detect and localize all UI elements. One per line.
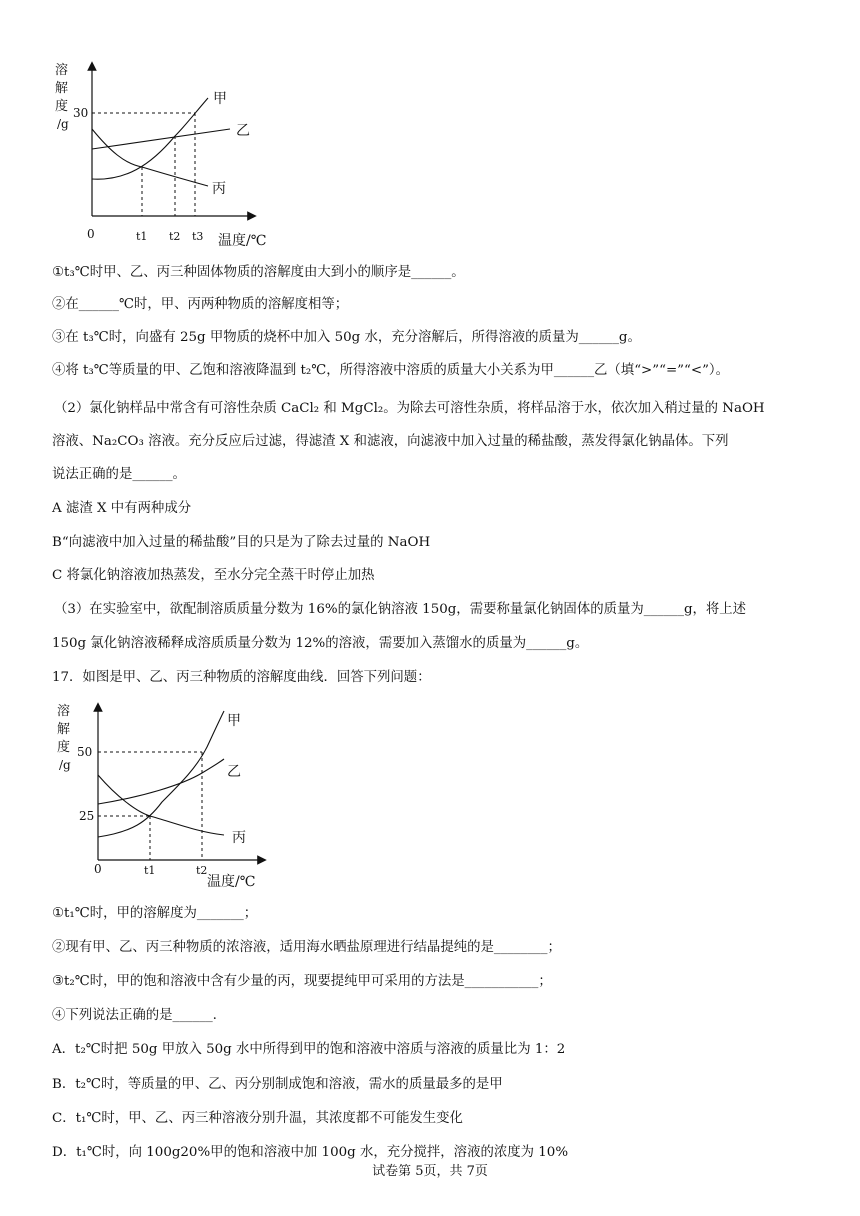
q17-stem: 17．如图是甲、乙、丙三种物质的溶解度曲线．回答下列问题： (52, 670, 431, 685)
origin-label: 0 (87, 227, 95, 241)
x-axis-label: 温度/℃ (218, 233, 267, 249)
curve-jia (92, 98, 208, 179)
y-axis-label-1: 溶 (55, 63, 69, 78)
solubility-chart-1 (50, 56, 280, 254)
y-axis-label-2: 解 (55, 81, 69, 96)
curve-bing (98, 775, 224, 835)
y-axis-label-3: 度 (57, 740, 71, 755)
q16-part2-line-3: 说法正确的是______。 (52, 467, 186, 482)
q17-option-b: B．t₂℃时，等质量的甲、乙、丙分别制成饱和溶液，需水的质量最多的是甲 (52, 1077, 503, 1092)
y-tick-30: 30 (73, 106, 89, 120)
q16-part2-line-2: 溶液、Na₂CO₃ 溶液。充分反应后过滤，得滤渣 X 和滤液，向滤液中加入过量的稀盐酸，蒸发得氯化钠晶体。下列 (52, 434, 729, 449)
series-label-bing: 丙 (212, 181, 226, 197)
q16-item-4: ④将 t₃℃等质量的甲、乙饱和溶液降温到 t₂℃，所得溶液中溶质的质量大小关系为甲______乙（填“>”“=”“<”）。 (52, 363, 730, 378)
q17-item-4: ④下列说法正确的是______. (52, 1008, 217, 1023)
x-tick-t1: t1 (144, 864, 156, 877)
q16-option-c: C 将氯化钠溶液加热蒸发，至水分完全蒸干时停止加热 (52, 568, 375, 583)
q17-item-3: ③t₂℃时，甲的饱和溶液中含有少量的丙，现要提纯甲可采用的方法是___________； (52, 974, 552, 989)
q17-option-a: A．t₂℃时把 50g 甲放入 50g 水中所得到甲的饱和溶液中溶质与溶液的质量比为 1：2 (52, 1042, 566, 1057)
x-tick-t1: t1 (136, 230, 148, 243)
y-axis-label-3: 度 (55, 99, 69, 114)
q17-item-2: ②现有甲、乙、丙三种物质的浓溶液，适用海水晒盐原理进行结晶提纯的是________； (52, 940, 561, 955)
curve-yi (92, 129, 230, 149)
x-tick-t2: t2 (196, 864, 208, 877)
x-tick-t2: t2 (169, 230, 181, 243)
solubility-chart-2 (52, 697, 272, 895)
q16-item-2: ②在______℃时，甲、丙两种物质的溶解度相等； (52, 297, 349, 312)
series-label-bing: 丙 (232, 830, 246, 846)
x-axis-label: 温度/℃ (207, 874, 256, 890)
q16-part3-line-2: 150g 氯化钠溶液稀释成溶质质量分数为 12%的溶液，需要加入蒸馏水的质量为______g。 (52, 636, 589, 651)
y-axis-label-4: /g (57, 117, 69, 131)
q16-part3-line-1: （3）在实验室中，欲配制溶质质量分数为 16%的氯化钠溶液 150g，需要称量氯化钠固体的质量为______g，将上述 (54, 602, 747, 617)
series-label-yi: 乙 (227, 764, 241, 780)
curve-yi (98, 759, 224, 804)
q17-item-1: ①t₁℃时，甲的溶解度为_______； (52, 906, 258, 921)
series-label-yi: 乙 (236, 123, 250, 139)
y-axis-label-4: /g (59, 758, 71, 772)
origin-label: 0 (94, 862, 102, 876)
q16-option-a: A 滤渣 X 中有两种成分 (52, 501, 192, 516)
q16-item-3: ③在 t₃℃时，向盛有 25g 甲物质的烧杯中加入 50g 水，充分溶解后，所得溶液的质量为______g。 (52, 330, 641, 345)
q16-option-b: B“向滤液中加入过量的稀盐酸”目的只是为了除去过量的 NaOH (52, 535, 431, 550)
x-tick-t3: t3 (192, 230, 204, 243)
q17-option-c: C．t₁℃时，甲、乙、丙三种溶液分别升温，其浓度都不可能发生变化 (52, 1111, 463, 1126)
q17-option-d: D．t₁℃时，向 100g20%甲的饱和溶液中加 100g 水，充分搅拌，溶液的浓度为 10% (52, 1145, 569, 1160)
curve-bing (92, 129, 208, 186)
y-axis-label-2: 解 (57, 722, 71, 737)
series-label-jia: 甲 (213, 91, 227, 107)
series-label-jia: 甲 (227, 713, 241, 729)
curve-jia (98, 711, 224, 837)
y-tick-50: 50 (77, 745, 93, 759)
q16-part2-line-1: （2）氯化钠样品中常含有可溶性杂质 CaCl₂ 和 MgCl₂。为除去可溶性杂质，将样品溶于水，依次加入稍过量的 NaOH (54, 401, 765, 416)
y-tick-25: 25 (79, 809, 95, 823)
q16-item-1: ①t₃℃时甲、乙、丙三种固体物质的溶解度由大到小的顺序是______。 (52, 265, 465, 280)
page-footer: 试卷第 5页，共 7页 (372, 1164, 488, 1179)
y-axis-label-1: 溶 (57, 704, 71, 719)
